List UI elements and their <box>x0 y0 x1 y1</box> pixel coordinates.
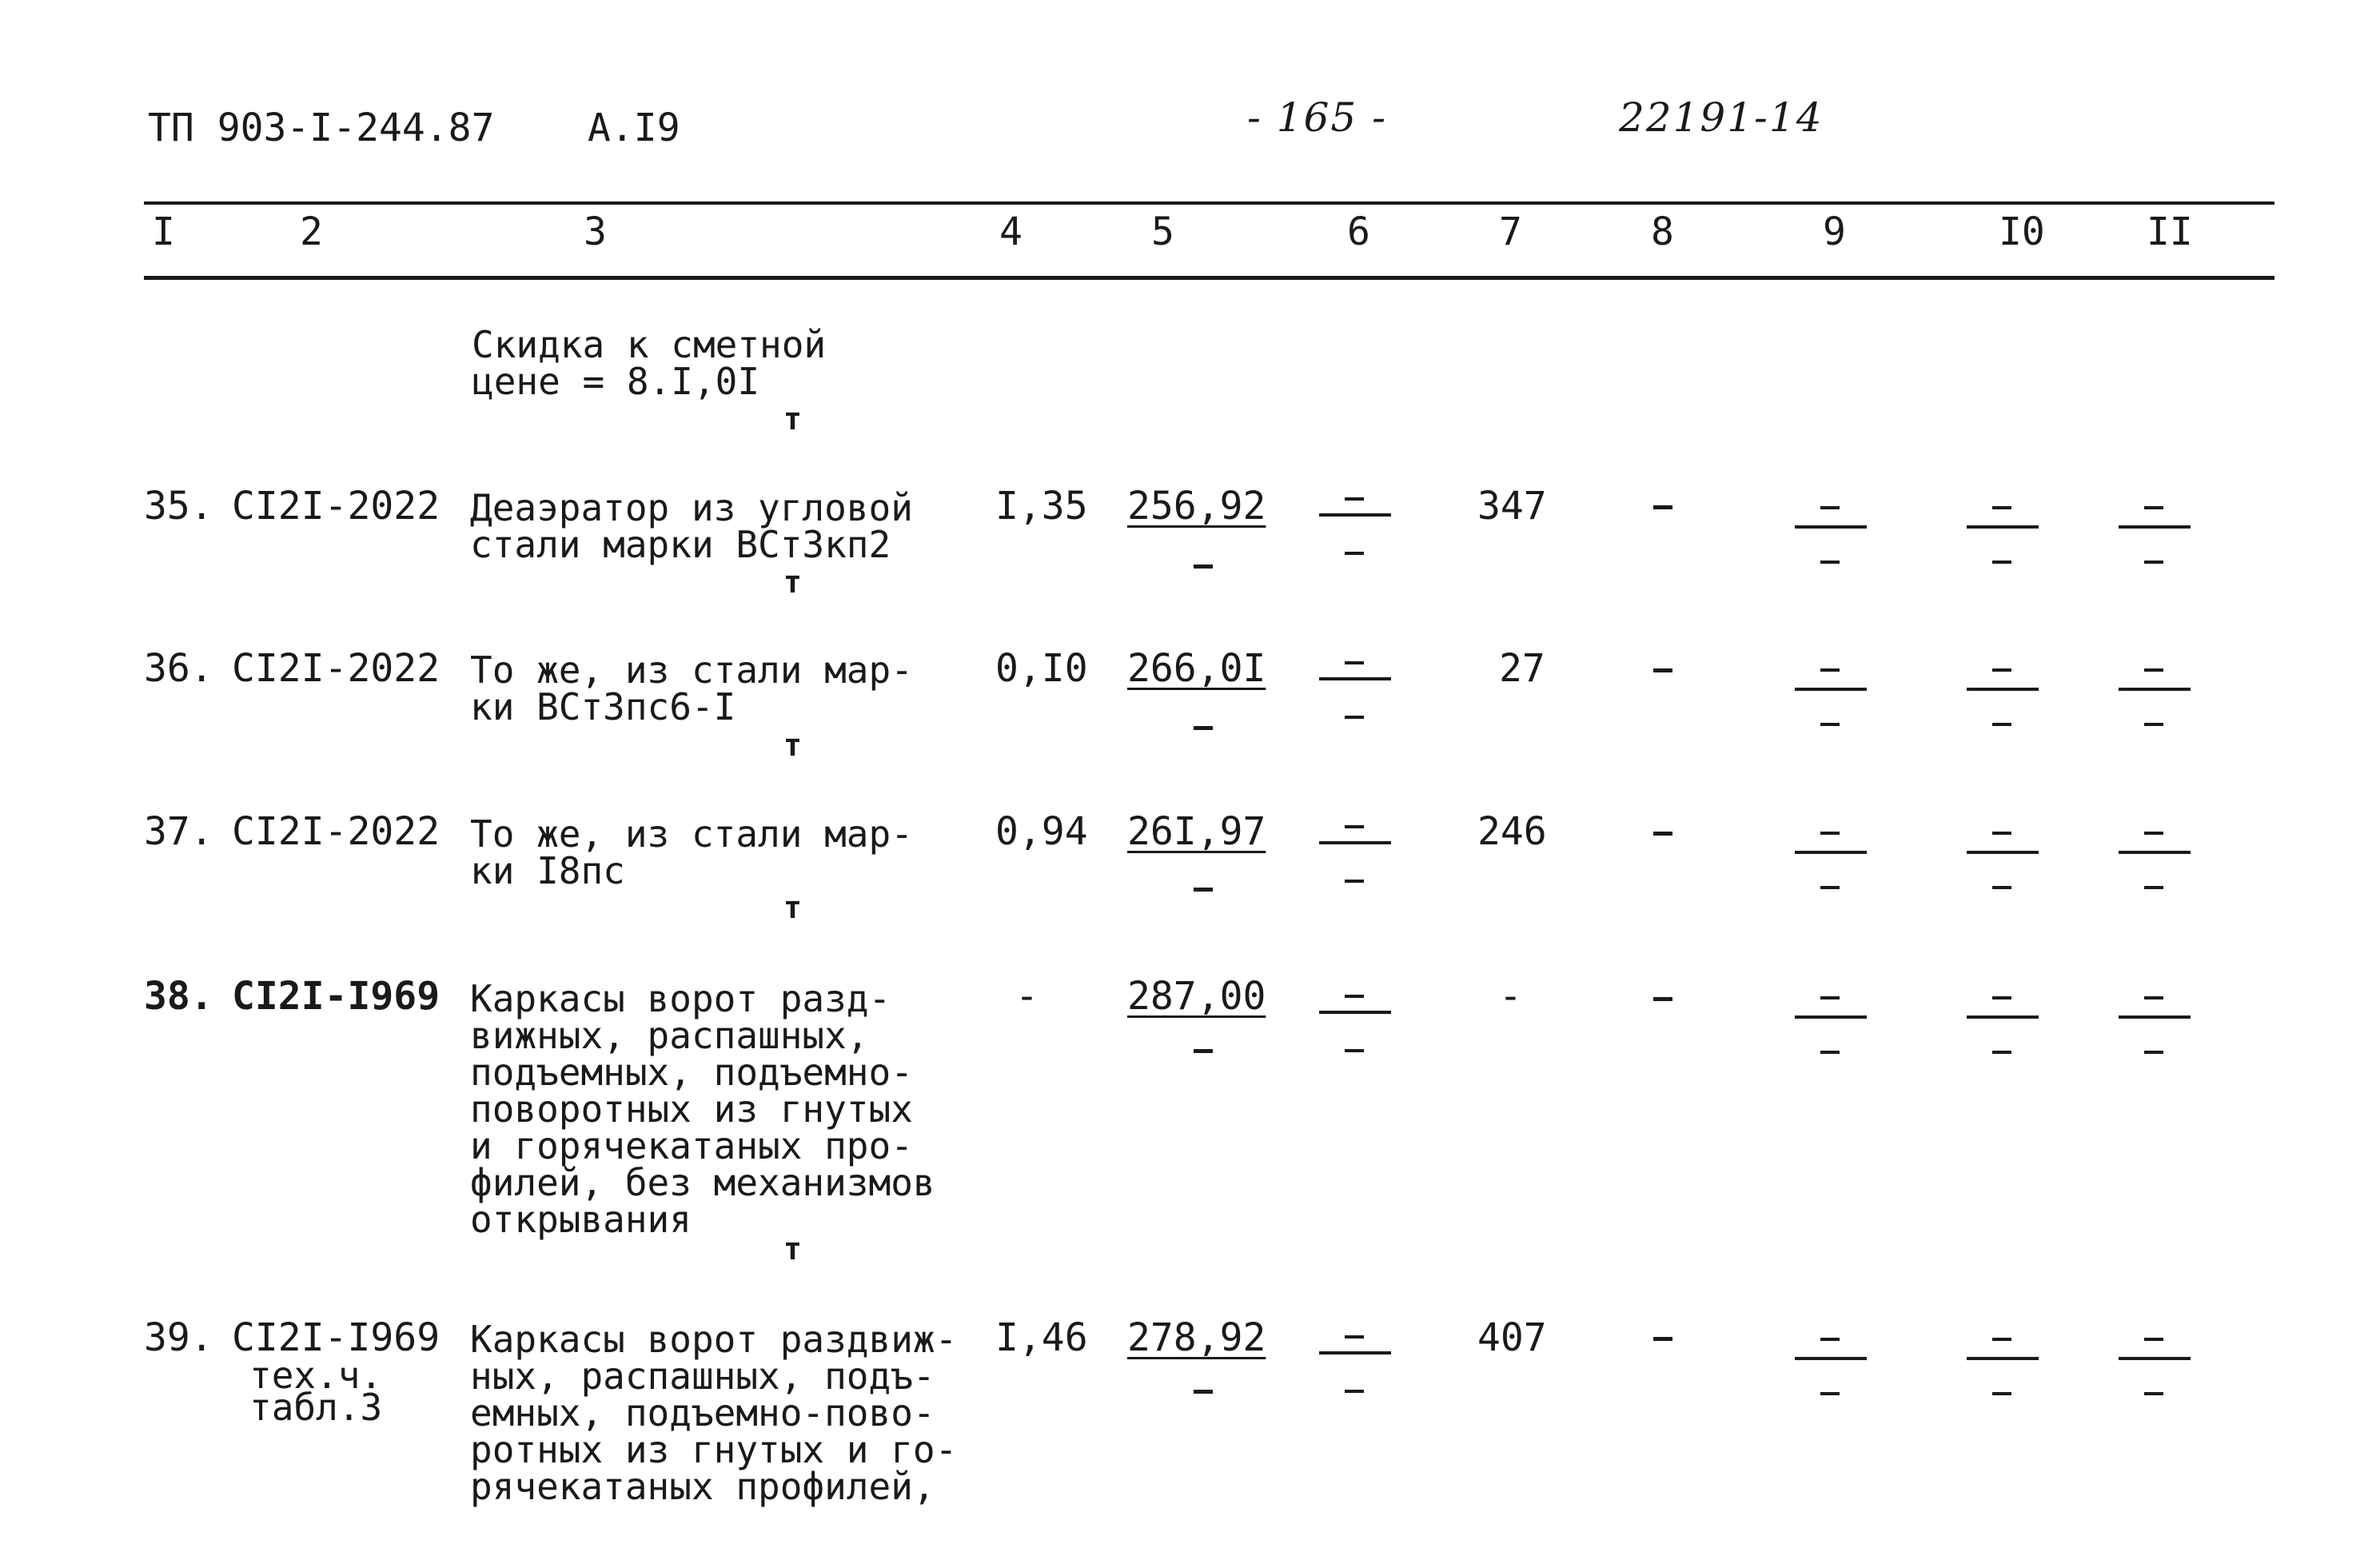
row-number: 37. <box>144 809 213 854</box>
quantity: 0,I0 <box>995 646 1088 691</box>
norm-code: CI2I-I969 <box>232 974 441 1019</box>
discount-note <box>472 323 827 403</box>
column-number: 6 <box>1347 209 1370 254</box>
table-top-rule <box>144 201 2274 205</box>
quantity: I,35 <box>995 484 1088 529</box>
norm-code: CI2I-2022 <box>232 809 441 854</box>
dash-mark <box>1194 565 1213 569</box>
unit-label: т <box>783 890 802 925</box>
row-number: 36. <box>144 646 213 691</box>
norm-code: CI2I-I969 <box>232 1315 441 1360</box>
row-number: 38. <box>144 974 213 1019</box>
description-line: открывания <box>470 1198 692 1241</box>
description-line: Каркасы ворот разд- <box>470 977 891 1020</box>
dash-mark <box>1194 726 1213 730</box>
description-line: То же, из стали мар- <box>470 812 913 856</box>
norm-code: CI2I-2022 <box>232 484 441 529</box>
column-number: II <box>2147 209 2193 254</box>
norm-code-line: табл.3 <box>249 1386 383 1429</box>
total-cost: 407 <box>1477 1315 1547 1360</box>
description-line: ных, распашных, подъ- <box>470 1355 935 1398</box>
unit-price: 256,92 <box>1127 484 1266 529</box>
unit-label: т <box>783 565 802 600</box>
column-number: 4 <box>999 209 1023 254</box>
column-number: 5 <box>1151 209 1174 254</box>
total-cost: 27 <box>1499 646 1545 691</box>
column-number: 9 <box>1823 209 1846 254</box>
norm-code: CI2I-2022 <box>232 646 441 691</box>
item-description <box>470 486 913 566</box>
description-line: ки I8пс <box>470 849 625 892</box>
column-number: 3 <box>584 209 607 254</box>
column-8-dash <box>1653 997 1672 1001</box>
dash-mark <box>1194 1390 1213 1394</box>
quantity: - <box>1015 974 1039 1019</box>
total-cost: - <box>1499 974 1522 1019</box>
page-number: - 165 - <box>1247 94 1388 141</box>
dash-mark <box>1194 1049 1213 1053</box>
description-line: вижных, распашных, <box>470 1014 869 1057</box>
row-number: 35. <box>144 484 213 529</box>
description-line: То же, из стали мар- <box>470 648 913 692</box>
quantity: 0,94 <box>995 809 1088 854</box>
dash-mark <box>1194 888 1213 892</box>
column-8-dash <box>1653 668 1672 672</box>
total-cost: 347 <box>1477 484 1547 529</box>
unit-price: 287,00 <box>1127 974 1266 1019</box>
description-line: стали марки ВСт3кп2 <box>470 523 891 566</box>
description-line: емных, подъемно-пово- <box>470 1391 935 1434</box>
unit-price: 266,0I <box>1127 646 1266 691</box>
album-number: А.I9 <box>588 106 680 150</box>
description-line: поворотных из гнутых <box>470 1087 913 1131</box>
item-description <box>470 977 935 1241</box>
column-number: I <box>152 209 175 254</box>
norm-code-line: тех.ч. <box>249 1354 383 1397</box>
description-line: подъемных, подъемно- <box>470 1051 913 1094</box>
table-header-rule <box>144 276 2274 280</box>
norm-code-note <box>249 1354 383 1429</box>
total-cost: 246 <box>1477 809 1547 854</box>
note-line: Скидка к сметной <box>472 323 827 366</box>
unit-price: 26I,97 <box>1127 809 1266 854</box>
unit-label: т <box>783 401 802 437</box>
description-line: рячекатаных профилей, <box>470 1465 935 1508</box>
description-line: ки ВСт3пс6-I <box>470 685 736 728</box>
quantity: I,46 <box>995 1315 1088 1360</box>
unit-price: 278,92 <box>1127 1315 1266 1360</box>
description-line: Деаэратор из угловой <box>470 486 913 529</box>
column-number: 7 <box>1499 209 1522 254</box>
column-number: I0 <box>1999 209 2045 254</box>
row-number: 39. <box>144 1315 213 1360</box>
item-description <box>470 812 913 892</box>
description-line: и горячекатаных про- <box>470 1124 913 1167</box>
inventory-number: 22191-14 <box>1619 94 1824 141</box>
column-number: 2 <box>300 209 323 254</box>
item-description <box>470 1318 958 1508</box>
column-8-dash <box>1653 505 1672 509</box>
note-line: цене = 8.I,0I <box>472 360 760 403</box>
description-line: Каркасы ворот раздвиж- <box>470 1318 958 1361</box>
document-code: ТП 903-I-244.87 <box>148 106 495 150</box>
column-number: 8 <box>1651 209 1674 254</box>
description-line: филей, без механизмов <box>470 1161 935 1204</box>
unit-label: т <box>783 728 802 763</box>
column-8-dash <box>1653 832 1672 836</box>
unit-label: т <box>783 1231 802 1267</box>
item-description <box>470 648 913 728</box>
column-8-dash <box>1653 1337 1672 1341</box>
description-line: ротных из гнутых и го- <box>470 1428 958 1471</box>
